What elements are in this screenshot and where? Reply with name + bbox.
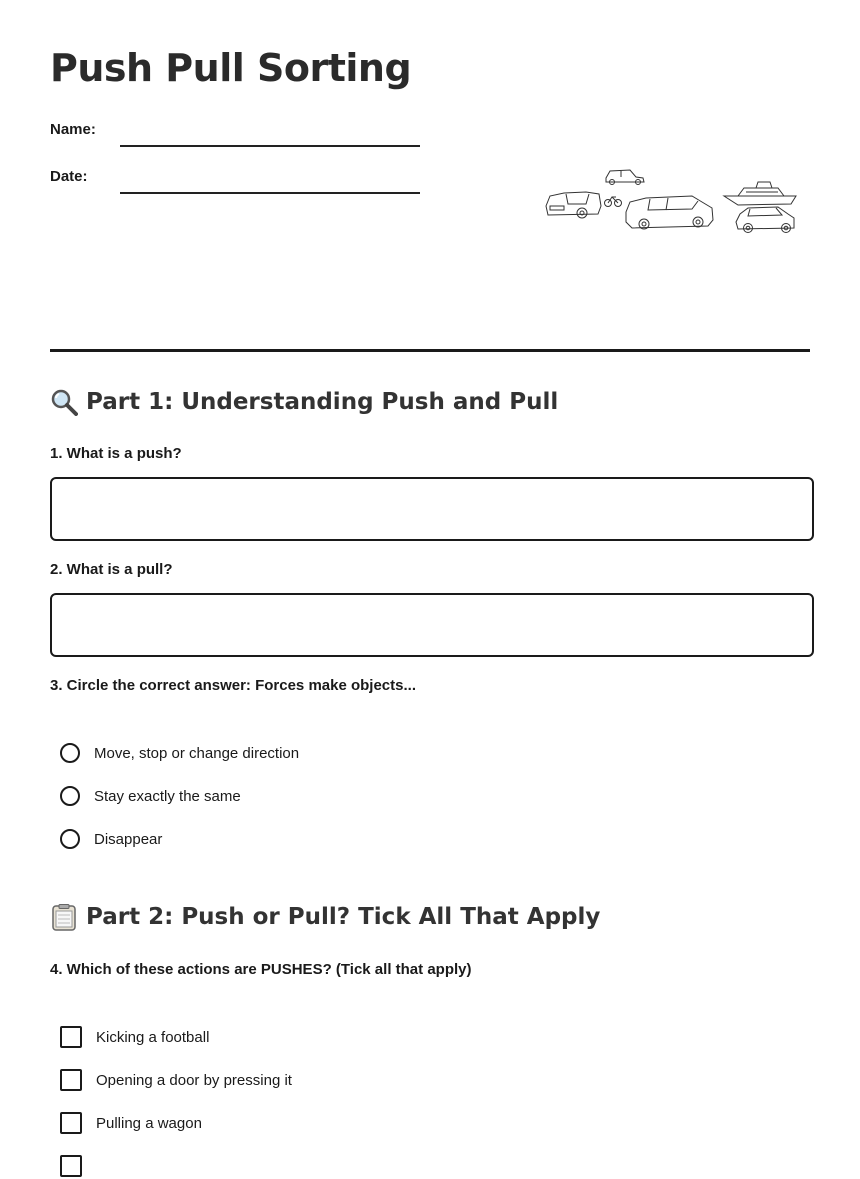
small-car-icon (606, 170, 644, 185)
date-field-row (50, 168, 430, 198)
hatchback-car-icon (546, 192, 601, 218)
boat-icon (724, 182, 796, 205)
part2-heading (50, 903, 600, 931)
magnifying-glass-icon (50, 388, 78, 416)
checkbox[interactable] (60, 1155, 82, 1177)
q4-option-2[interactable] (60, 1067, 292, 1093)
checkbox[interactable] (60, 1112, 82, 1134)
vehicles-illustration (542, 158, 802, 238)
section-divider (50, 349, 810, 352)
q4-option-1[interactable] (60, 1024, 209, 1050)
q3-option-3[interactable] (60, 826, 162, 852)
q4-option-3[interactable] (60, 1110, 202, 1136)
part2-heading-text: Part 2: Push or Pull? Tick All That Apply (86, 904, 601, 930)
radio-button[interactable] (60, 786, 80, 806)
checkbox[interactable] (60, 1069, 82, 1091)
question-1: 1. What is a push? (50, 445, 182, 462)
date-label: Date: (50, 168, 88, 185)
option-label: Move, stop or change direction (94, 744, 300, 762)
date-input[interactable] (120, 170, 420, 194)
part1-heading-text: Part 1: Understanding Push and Pull (86, 389, 559, 415)
option-label: Pulling a wagon (96, 1114, 202, 1132)
estate-car-icon (626, 196, 713, 229)
part1-heading (50, 388, 558, 416)
checkbox[interactable] (60, 1026, 82, 1048)
q3-option-2[interactable] (60, 783, 241, 809)
bicycle-icon (605, 197, 622, 207)
answer-box-1[interactable] (50, 477, 814, 541)
clipboard-icon (50, 903, 78, 931)
radio-button[interactable] (60, 829, 80, 849)
name-field-row (50, 121, 430, 151)
option-label: Opening a door by pressing it (96, 1071, 292, 1089)
page-title: Push Pull Sorting (50, 46, 412, 90)
option-label: Disappear (94, 830, 163, 848)
question-2: 2. What is a pull? (50, 561, 173, 578)
radio-button[interactable] (60, 743, 80, 763)
q3-option-1[interactable] (60, 740, 299, 766)
name-input[interactable] (120, 123, 420, 147)
question-3: 3. Circle the correct answer: Forces make objects... (50, 677, 416, 694)
answer-box-2[interactable] (50, 593, 814, 657)
name-label: Name: (50, 121, 96, 138)
question-4: 4. Which of these actions are PUSHES? (Tick all that apply) (50, 961, 472, 978)
sedan-car-icon (736, 207, 794, 233)
option-label: Kicking a football (96, 1028, 210, 1046)
q4-option-4[interactable] (60, 1153, 82, 1179)
option-label: Stay exactly the same (94, 787, 241, 805)
